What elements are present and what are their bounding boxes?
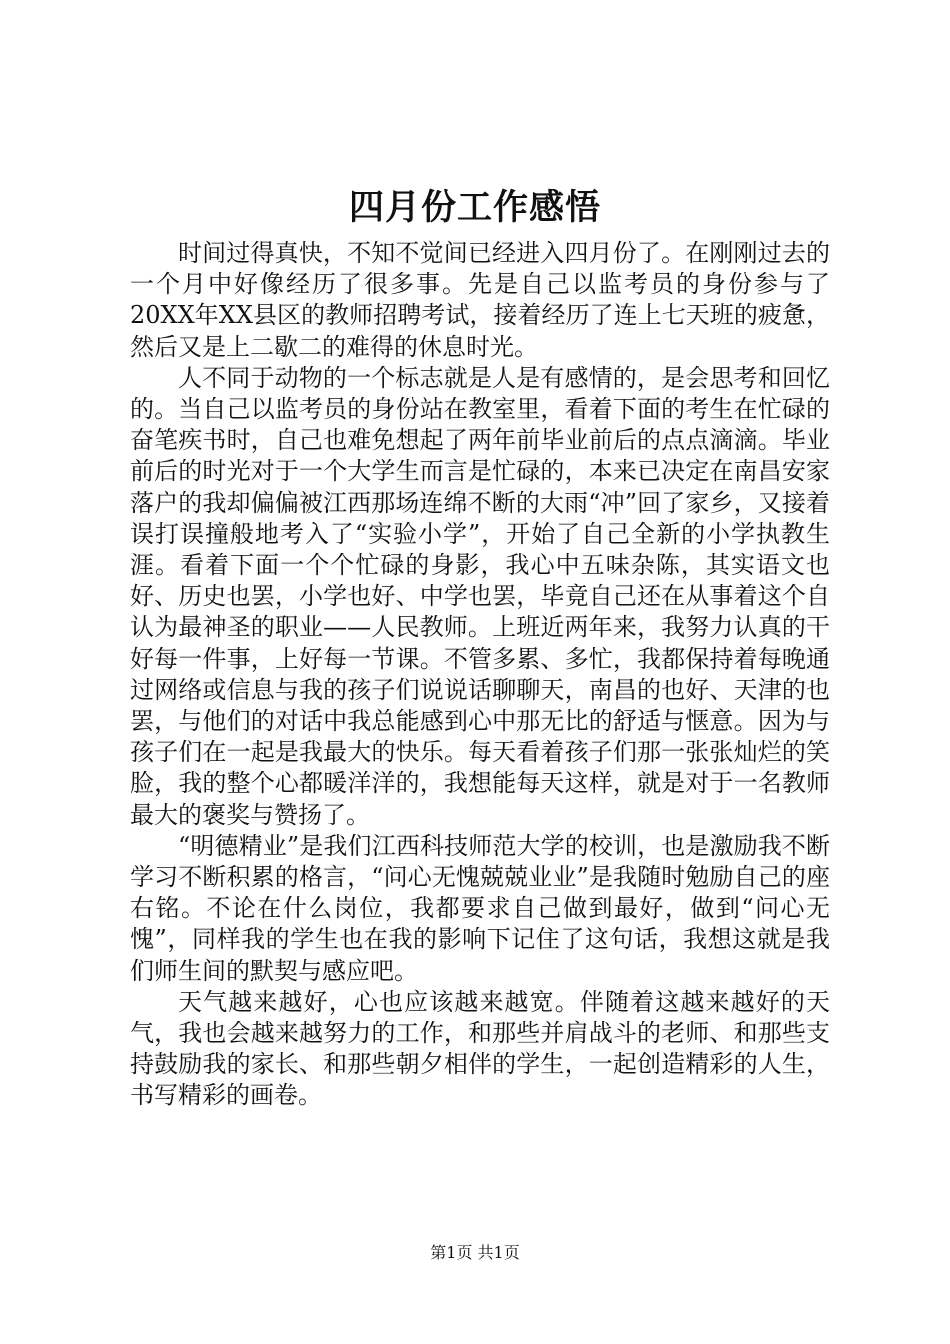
paragraph-2: 人不同于动物的一个标志就是人是有感情的，是会思考和回忆的。当自己以监考员的身份站在教室里，看着下面的考生在忙碌的奋笔疾书时，自己也难免想起了两年前毕业前后的点点滴滴。毕业前后的时光对于一个大学生而言是忙碌的，本来已决定在南昌安家落户的我却偏偏被江西那场连绵不断的大雨“冲”回了家乡，又接着误打误撞般地考入了“实验小学”，开始了自己全新的小学执教生涯。看着下面一个个忙碌的身影，我心中五味杂陈，其实语文也好、历史也罢，小学也好、中学也罢，毕竟自己还在从事着这个自认为最神圣的职业——人民教师。上班近两年来，我努力认真的干好每一件事，上好每一节课。不管多累、多忙，我都保持着每晚通过网络或信息与我的孩子们说说话聊聊天，南昌的也好、天津的也罢，与他们的对话中我总能感到心中那无比的舒适与惬意。因为与孩子们在一起是我最大的快乐。每天看着孩子们那一张张灿烂的笑脸，我的整个心都暖洋洋的，我想能每天这样，就是对于一名教师最大的褒奖与赞扬了。 <box>130 363 830 829</box>
document-title: 四月份工作感悟 <box>348 187 601 228</box>
paragraph-4: 天气越来越好，心也应该越来越宽。伴随着这越来越好的天气，我也会越来越努力的工作，和那些并肩战斗的老师、和那些支持鼓励我的家长、和那些朝夕相伴的学生，一起创造精彩的人生，书写精彩的画卷。 <box>130 987 830 1110</box>
paragraph-1: 时间过得真快，不知不觉间已经进入四月份了。在刚刚过去的一个月中好像经历了很多事。先是自己以监考员的身份参与了20XX年XX县区的教师招聘考试，接着经历了连上七天班的疲惫，然后又是上二歇二的难得的休息时光。 <box>130 239 830 361</box>
paragraph-3: “明德精业”是我们江西科技师范大学的校训，也是激励我不断学习不断积累的格言，“问心无愧兢兢业业”是我随时勉励自己的座右铭。不论在什么岗位，我都要求自己做到最好，做到“问心无愧”，同样我的学生也在我的影响下记住了这句话，我想这就是我们师生间的默契与感应吧。 <box>130 831 830 985</box>
page-number-footer: 第1页 共1页 <box>430 1243 520 1262</box>
document-body <box>130 238 830 1112</box>
